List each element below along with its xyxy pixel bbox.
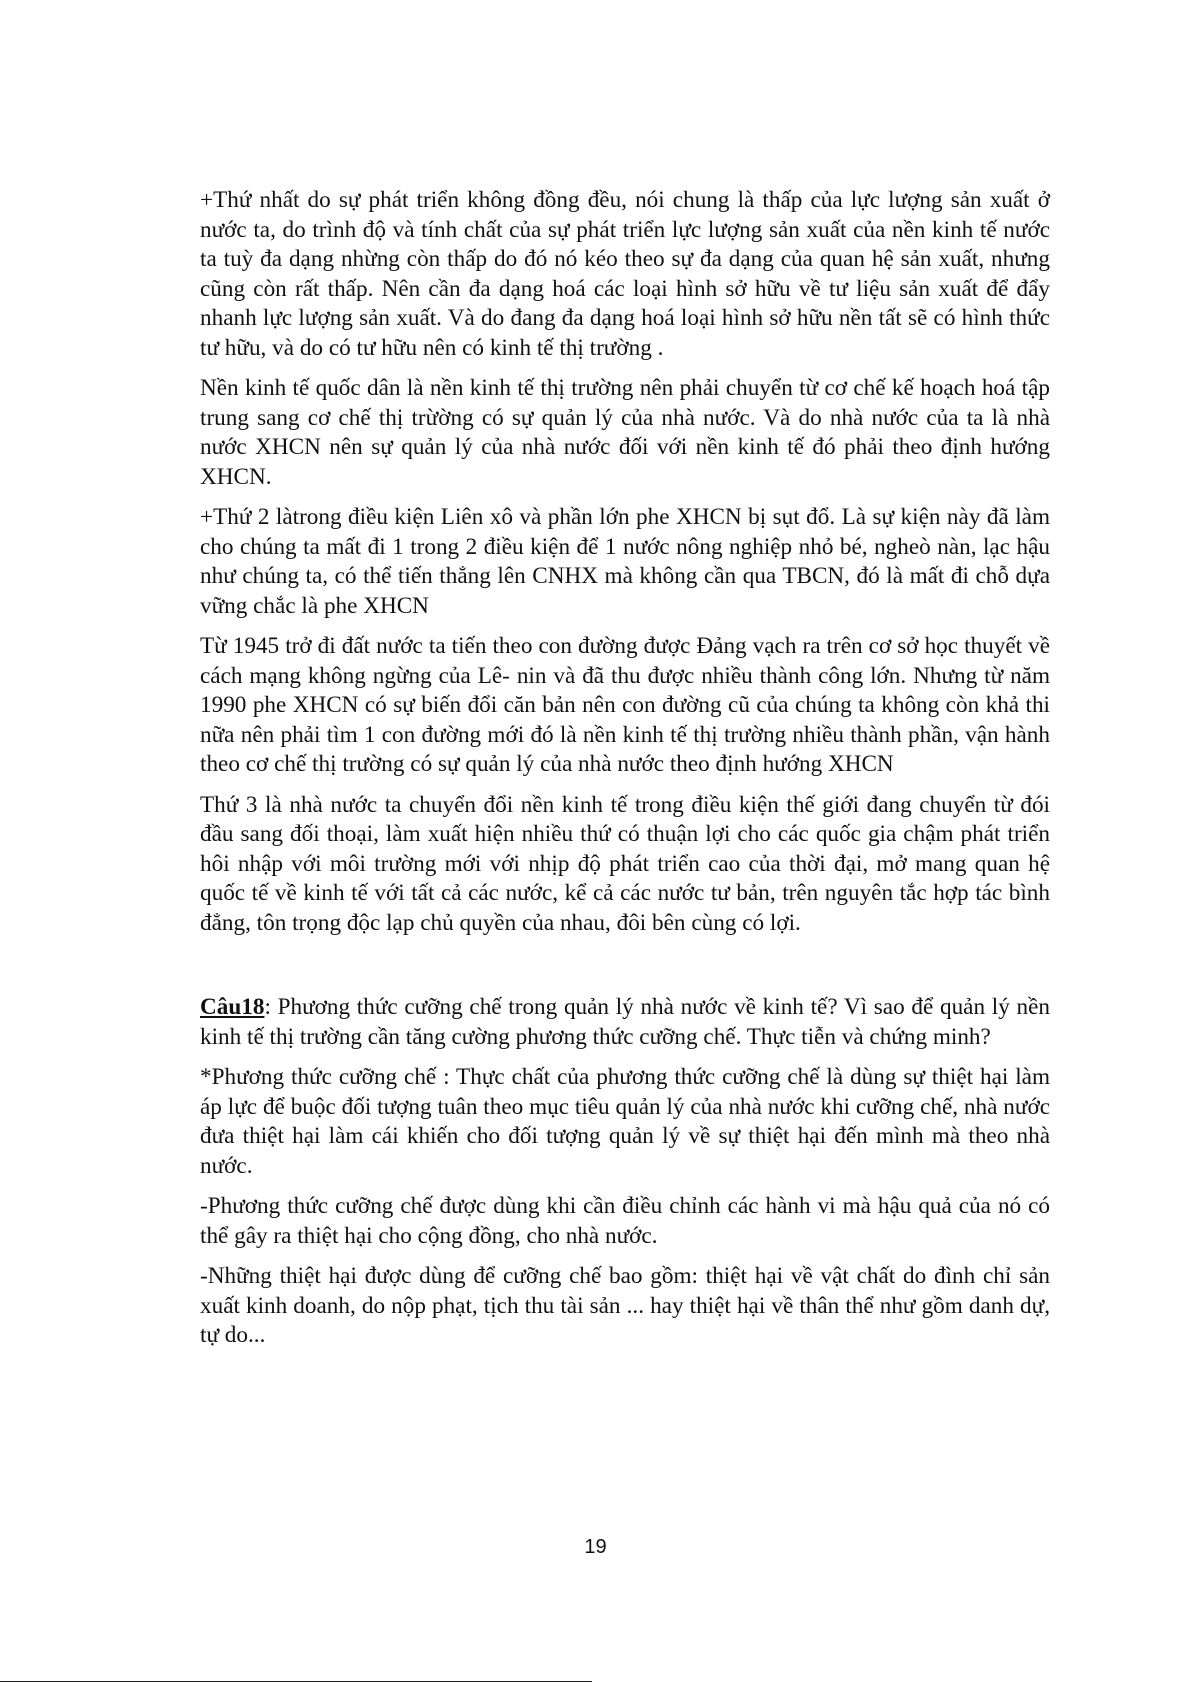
paragraph-third-reason: Thứ 3 là nhà nước ta chuyển đổi nền kinh tế trong điều kiện thế giới đang chuyển từ đói đầu sang đối thoại, làm xuất hiện nhiều thứ có thuận lợi cho các quốc gia chậm phát triển hôi nhập với môi trường mới với nhịp độ phát triển cao của thời đại, mở mang quan hệ quốc tế về kinh tế với tất cả các nước, kể cả các nước tư bản, trên nguyên tắc hợp tác bình đẳng, tôn trọng độc lạp chủ quyền của nhau, đôi bên cùng có lợi.: [200, 791, 1050, 936]
paragraph-market-economy: Nền kinh tế quốc dân là nền kinh tế thị trường nên phải chuyển từ cơ chế kế hoạch hoá tập trung sang cơ chế thị trừờng có sự quản lý của nhà nước. Và do nhà nước của ta là nhà nước XHCN nên sự quản lý của nhà nước đối với nền kinh tế đó phải theo định hướng XHCN.: [200, 375, 1050, 490]
section-spacer: [200, 949, 1050, 993]
question-text: : Phương thức cưỡng chế trong quản lý nhà nước về kinh tế? Vì sao để quản lý nền kinh tế thị trường cần tăng cường phương thức cưỡng chế. Thực tiễn và chứng minh?: [200, 994, 1050, 1050]
footer-rule: [0, 1681, 592, 1682]
page-number: 19: [584, 1536, 607, 1558]
paragraph-second-reason: +Thứ 2 làtrong điều kiện Liên xô và phần lớn phe XHCN bị sụt đổ. Là sự kiện này đã làm cho chúng ta mất đi 1 trong 2 điều kiện để 1 nước nông nghiệp nhỏ bé, ngheò nàn, lạc hậu như chúng ta, có thể tiến thẳng lên CNHX mà không cần qua TBCN, đó là mất đi chỗ dựa vững chắc là phe XHCN: [200, 504, 1050, 619]
paragraph-coercion-usage: -Phương thức cưỡng chế được dùng khi cần điều chỉnh các hành vi mà hậu quả của nó có thể gây ra thiệt hại cho cộng đồng, cho nhà nước.: [200, 1193, 1050, 1249]
question-heading: [200, 993, 1050, 1052]
paragraph-coercion-damages: -Những thiệt hại được dùng để cưỡng chế bao gồm: thiệt hại về vật chất do đình chỉ sản xuất kinh doanh, do nộp phạt, tịch thu tài sản ... hay thiệt hại về thân thể như gồm danh dự, tự do...: [200, 1263, 1050, 1348]
paragraph-first-reason: +Thứ nhất do sự phát triển không đồng đều, nói chung là thấp của lực lượng sản xuất ở nước ta, do trình độ và tính chất của sự phát triển lực lượng sản xuất của nền kinh tế nước ta tuỳ đa dạng nhừng còn thấp do đó nó kéo theo sự đa dạng của quan hệ sản xuất, nhưng cũng còn rất thấp. Nên cần đa dạng hoá các loại hình sở hữu về tư liệu sản xuất để đẩy nhanh lực lượng sản xuất. Và do đang đa dạng hoá loại hình sở hữu nền tất sẽ có hình thức tư hữu, và do có tư hữu nên có kinh tế thị trường .: [200, 187, 1050, 361]
paragraph-since-1945: Từ 1945 trở đi đất nước ta tiến theo con đường được Đảng vạch ra trên cơ sở học thuyết về cách mạng không ngừng của Lê- nin và đã thu được nhiều thành công lớn. Nhưng từ năm 1990 phe XHCN có sự biến đổi căn bản nên con đường cũ của chúng ta không còn khả thi nữa nên phải tìm 1 con đường mới đó là nền kinh tế thị trường nhiều thành phần, vận hành theo cơ chế thị trường có sự quản lý của nhà nước theo định hướng XHCN: [200, 633, 1050, 777]
question-label: Câu18: [200, 994, 265, 1020]
page-body: [200, 186, 1050, 1362]
paragraph-coercion-definition: *Phương thức cưỡng chế : Thực chất của phương thức cưỡng chế là dùng sự thiệt hại làm áp lực để buộc đối tượng tuân theo mục tiêu quản lý của nhà nước khi cưỡng chế, nhà nước đưa thiệt hại làm cái khiến cho đối tượng quản lý về sự thiệt hại đến mình mà theo nhà nước.: [200, 1064, 1050, 1179]
